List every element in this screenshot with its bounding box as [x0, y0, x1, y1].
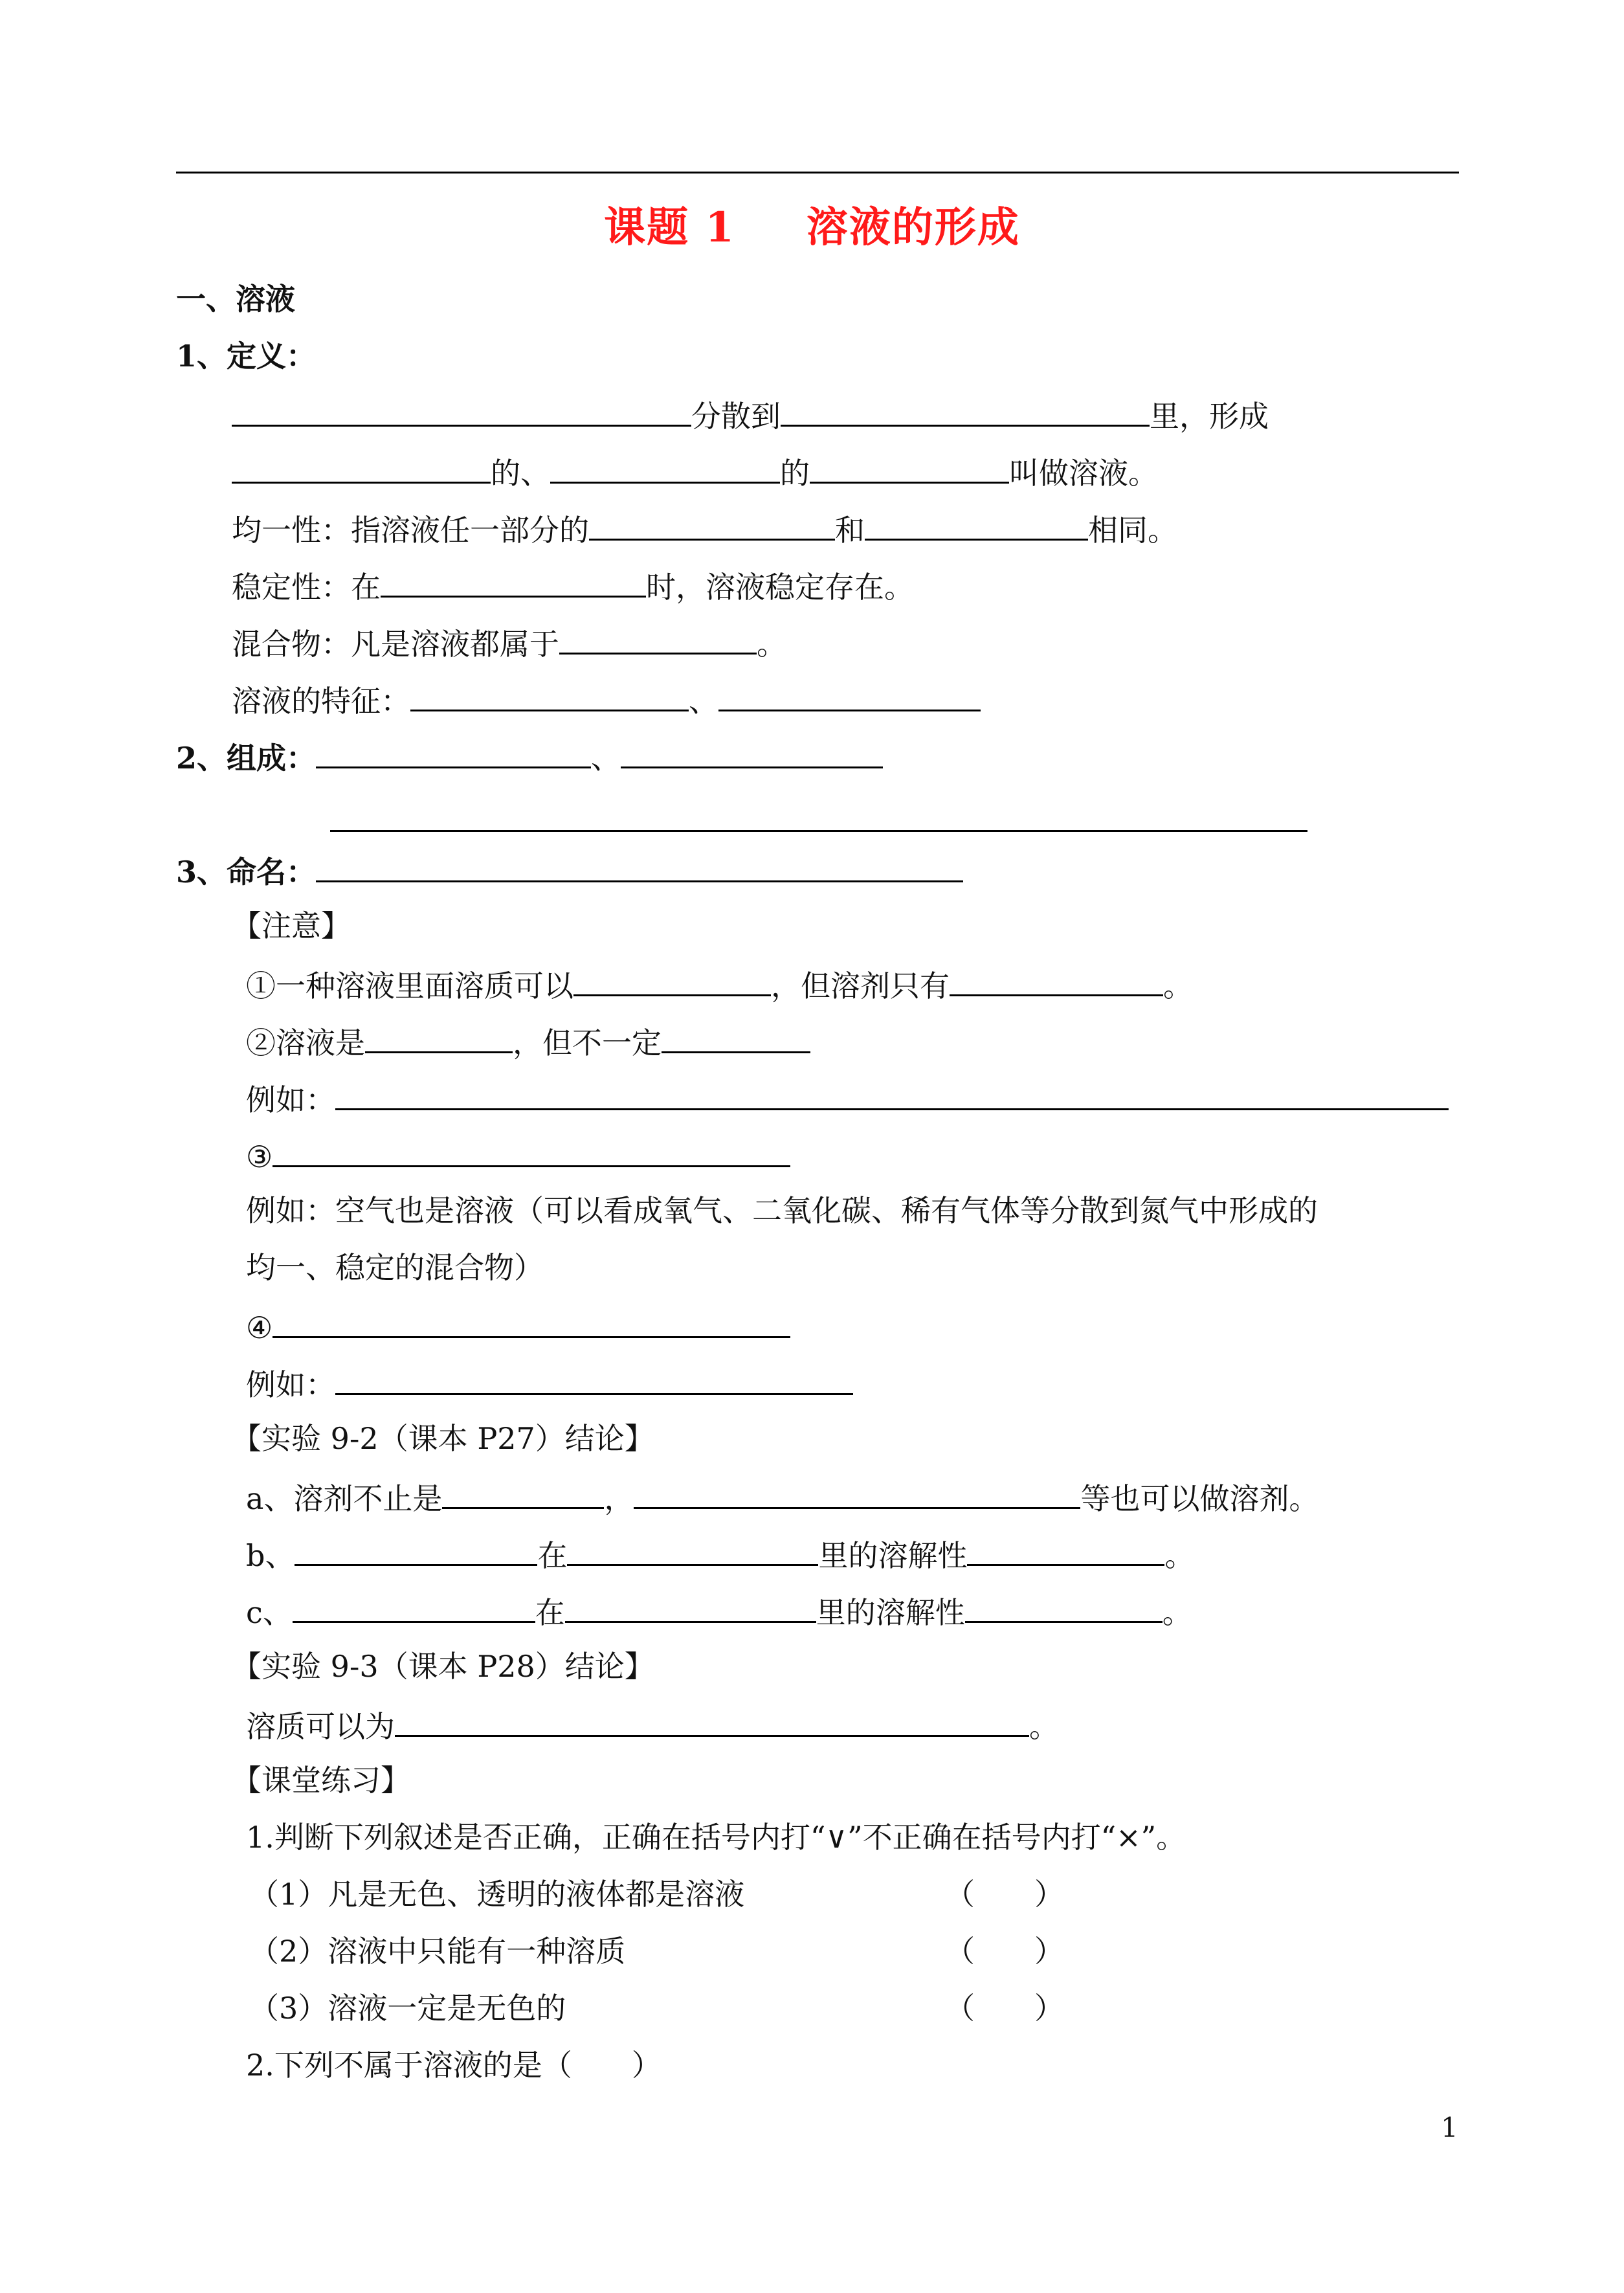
blank[interactable] — [395, 1704, 1029, 1737]
blank[interactable] — [442, 1476, 604, 1509]
blank[interactable] — [335, 1077, 1449, 1110]
blank[interactable] — [565, 1590, 816, 1623]
answer-parentheses[interactable]: （ ） — [945, 1934, 1064, 1969]
definition-line-1: 分散到 里，形成 — [232, 394, 1269, 436]
definition-heading: 1、定义： — [176, 339, 317, 374]
blank[interactable] — [273, 1305, 790, 1338]
blank[interactable] — [410, 678, 689, 711]
blank[interactable] — [295, 1533, 537, 1566]
naming-line: 3、命名： — [176, 849, 963, 891]
composition-line: 2、组成： 、 — [176, 735, 883, 777]
page-number: 1 — [1441, 2112, 1458, 2143]
blank[interactable] — [781, 394, 1150, 427]
features-line: 溶液的特征： 、 — [232, 678, 981, 721]
practice-heading: 【课堂练习】 — [232, 1763, 410, 1798]
note-2: ②溶液是 ，但不一定 — [246, 1020, 810, 1062]
question-1-item-1: （1）凡是无色、透明的液体都是溶液 — [249, 1877, 745, 1912]
blank[interactable] — [573, 963, 771, 996]
conclusion-a: a、溶剂不止是 ， 等也可以做溶剂。 — [246, 1476, 1318, 1518]
blank[interactable] — [718, 678, 981, 711]
answer-parentheses[interactable]: （ ） — [945, 1991, 1064, 2026]
blank[interactable] — [293, 1590, 535, 1623]
answer-parentheses[interactable]: （ ） — [945, 1877, 1064, 1912]
conclusion-b: b、 在 里的溶解性 。 — [246, 1533, 1194, 1575]
blank[interactable] — [950, 963, 1163, 996]
blank[interactable] — [967, 1533, 1164, 1566]
question-2: 2.下列不属于溶液的是（ ） — [246, 2048, 662, 2083]
blank[interactable] — [335, 1362, 853, 1395]
question-1-item-3: （3）溶液一定是无色的 — [249, 1991, 566, 2026]
blank[interactable] — [621, 735, 883, 768]
title-lesson: 课题 1 — [604, 203, 735, 252]
blank[interactable] — [365, 1020, 513, 1053]
page-title — [0, 194, 1624, 254]
example-line-4: 例如： — [246, 1362, 853, 1404]
note-3: ③ — [246, 1134, 790, 1176]
blank[interactable] — [662, 1020, 810, 1053]
question-1-item-2: （2）溶液中只能有一种溶质 — [249, 1934, 626, 1969]
uniformity-line: 均一性：指溶液任一部分的 和 相同。 — [232, 508, 1177, 550]
blank[interactable] — [316, 735, 591, 768]
experiment-9-3-heading: 【实验 9-3（课本 P28）结论】 — [232, 1649, 654, 1684]
example-line-2: 例如： — [246, 1077, 1449, 1119]
blank[interactable] — [567, 1533, 818, 1566]
blank[interactable] — [589, 508, 835, 541]
blank[interactable] — [865, 508, 1088, 541]
header-rule — [176, 172, 1459, 173]
mixture-line: 混合物：凡是溶液都属于 。 — [232, 621, 786, 664]
question-1: 1.判断下列叙述是否正确，正确在括号内打“∨”不正确在括号内打“×”。 — [246, 1820, 1186, 1855]
conclusion-c: c、 在 里的溶解性 。 — [246, 1590, 1192, 1632]
stability-line: 稳定性：在 时，溶液稳定存在。 — [232, 565, 914, 607]
example-air-line-2: 均一、稳定的混合物） — [246, 1250, 544, 1285]
blank[interactable] — [330, 830, 1307, 832]
blank[interactable] — [550, 451, 780, 484]
definition-line-2: 的、 的 叫做溶液。 — [232, 451, 1158, 493]
blank[interactable] — [232, 451, 491, 484]
note-4: ④ — [246, 1305, 790, 1347]
blank[interactable] — [810, 451, 1009, 484]
blank[interactable] — [232, 394, 691, 427]
section-heading: 一、溶液 — [176, 282, 295, 317]
blank[interactable] — [273, 1134, 790, 1167]
note-heading: 【注意】 — [232, 908, 351, 943]
solute-line: 溶质可以为 。 — [246, 1704, 1059, 1746]
blank[interactable] — [634, 1476, 1080, 1509]
blank[interactable] — [559, 621, 757, 654]
blank[interactable] — [316, 849, 963, 882]
title-topic: 溶液的形成 — [806, 203, 1020, 252]
blank[interactable] — [965, 1590, 1162, 1623]
example-air-line-1: 例如：空气也是溶液（可以看成氧气、二氧化碳、稀有气体等分散到氮气中形成的 — [246, 1193, 1318, 1228]
experiment-9-2-heading: 【实验 9-2（课本 P27）结论】 — [232, 1421, 654, 1456]
blank[interactable] — [381, 565, 646, 598]
note-1: ①一种溶液里面溶质可以 ，但溶剂只有 。 — [246, 963, 1193, 1005]
